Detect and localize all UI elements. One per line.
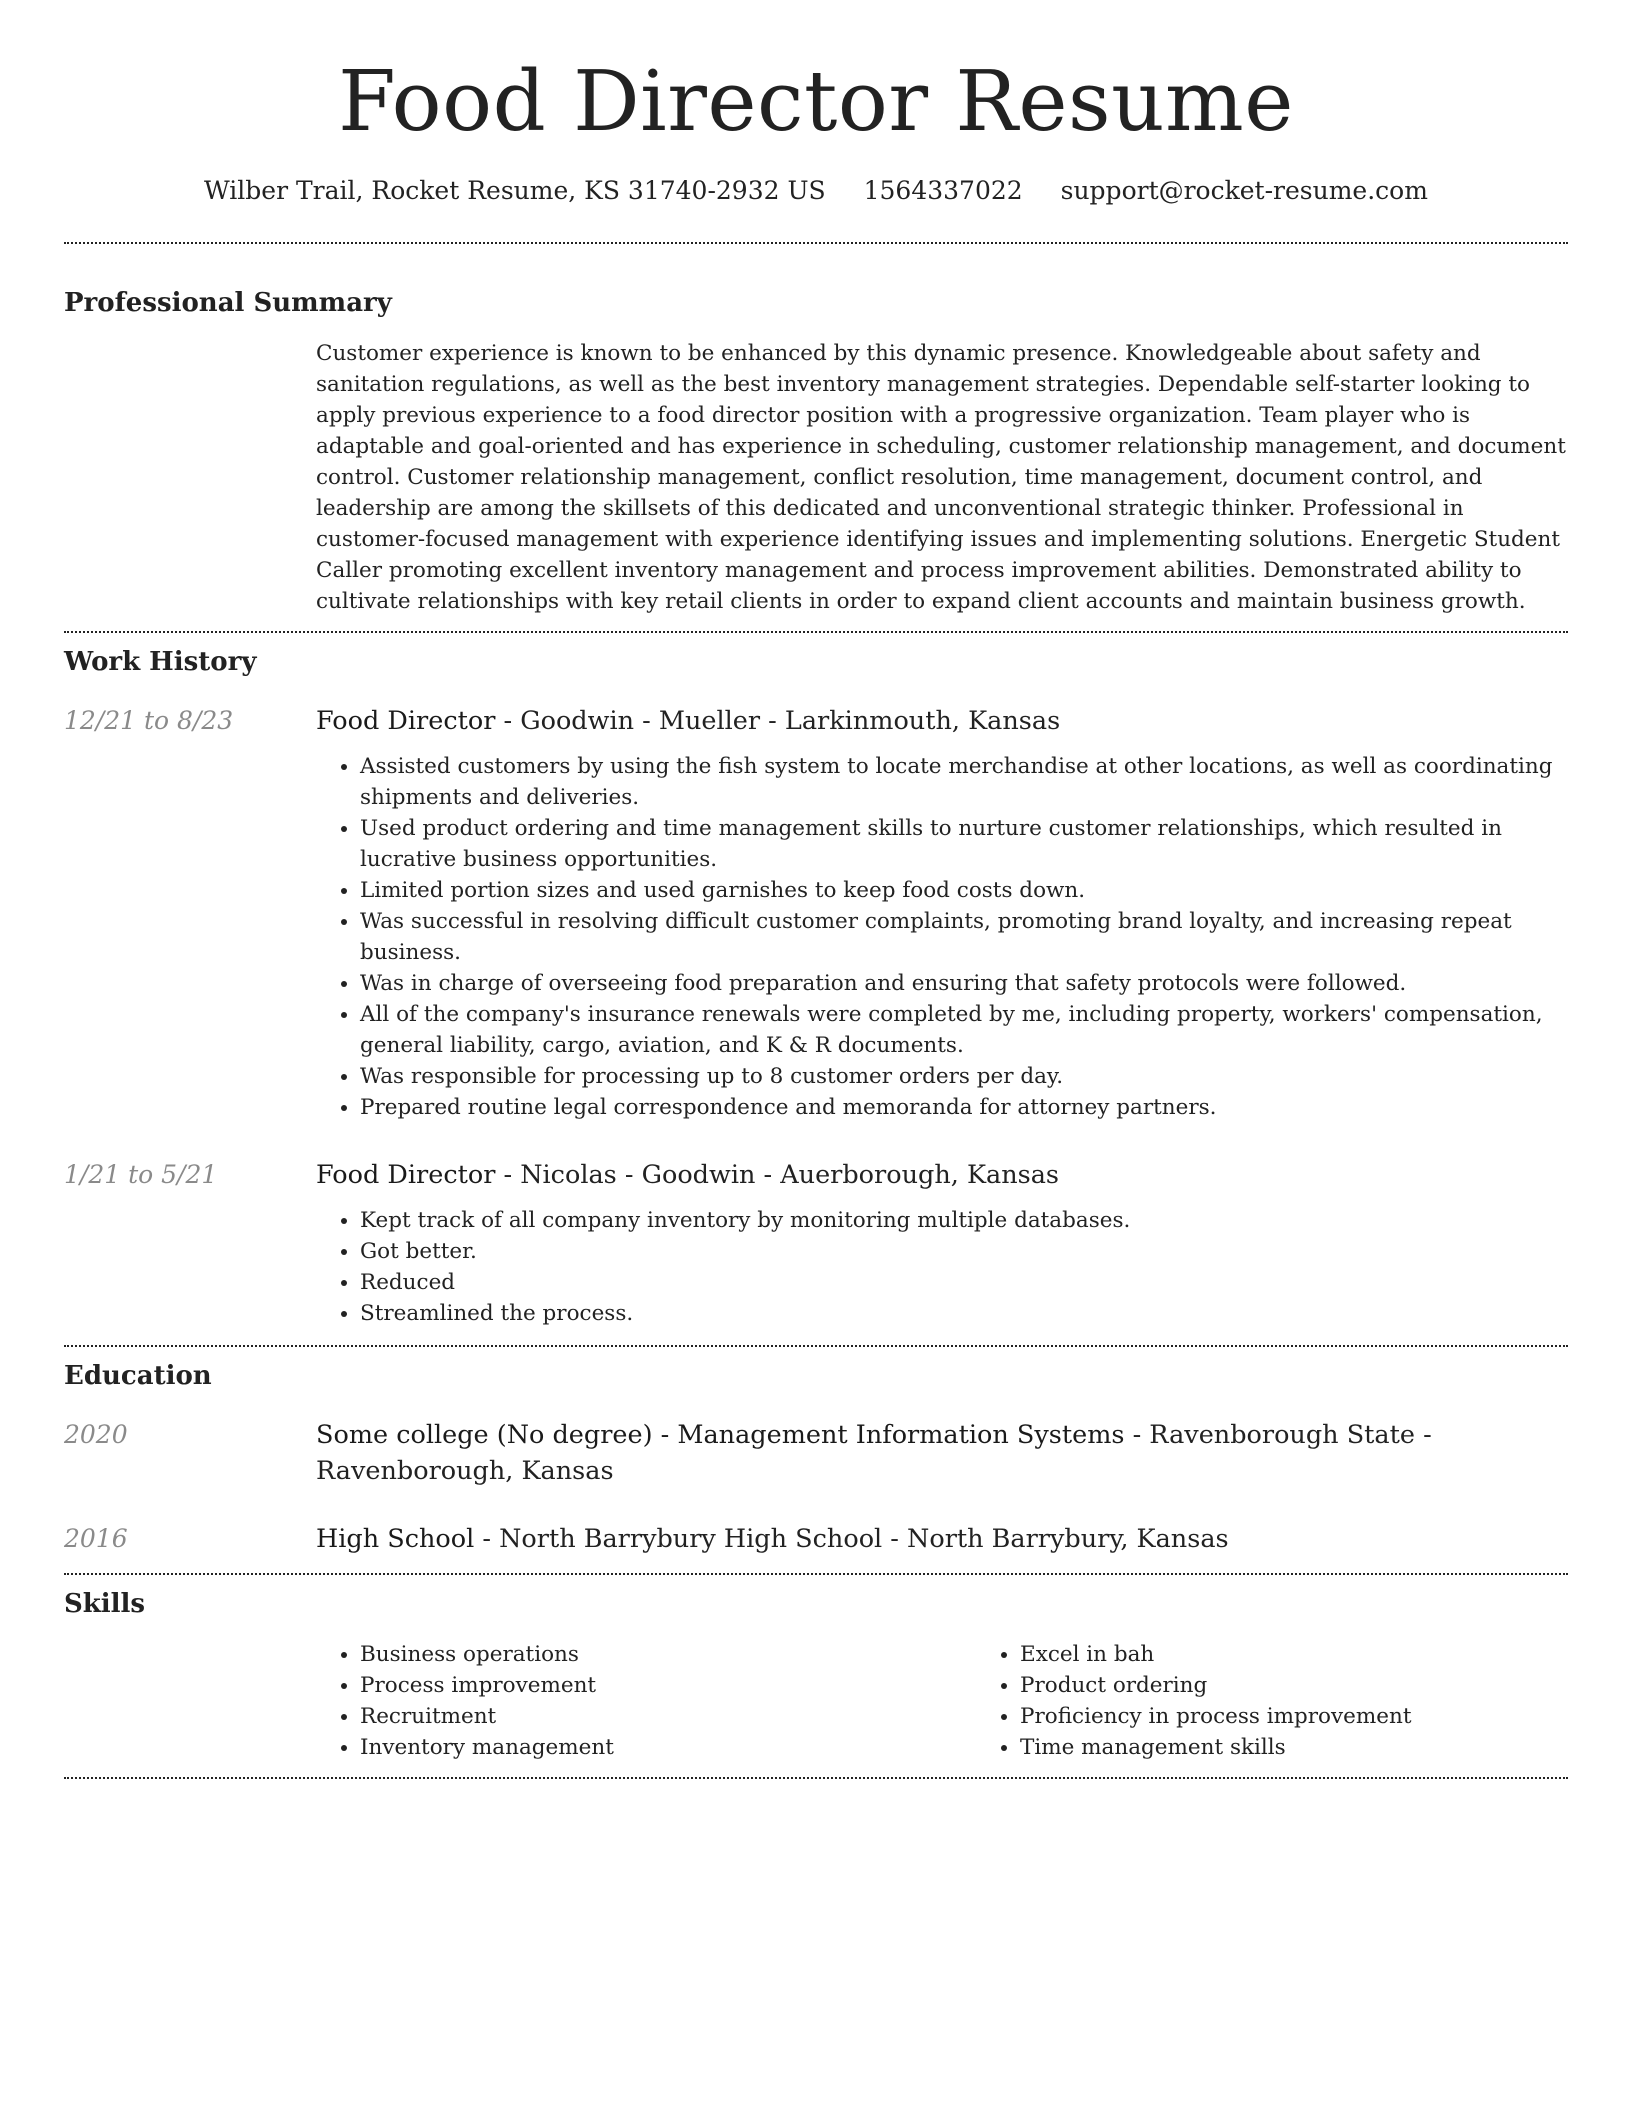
skill-item: • Excel in bah	[1020, 1639, 1632, 1670]
education-entry	[64, 1393, 1568, 1489]
skills-heading: Skills	[64, 1589, 146, 1619]
job-body	[316, 1157, 1568, 1345]
job-dates: 12/21 to 8/23	[64, 706, 234, 735]
education-year: 2016	[64, 1524, 128, 1553]
skills-list-left	[316, 1639, 976, 1763]
contact-line	[64, 174, 1568, 208]
education-heading: Education	[64, 1361, 212, 1391]
job-entry	[64, 1123, 1568, 1345]
job-bullet: • Kept track of all company inventory by monitoring multiple databases.	[360, 1205, 1568, 1236]
summary-heading: Professional Summary	[64, 288, 392, 318]
education-section	[64, 1347, 1568, 1573]
job-bullet: • Assisted customers by using the fish system to locate merchandise at other locations, as well as coordinating shipments and deliveries.	[360, 751, 1568, 813]
job-role: Food Director	[316, 1160, 496, 1190]
education-entry	[64, 1489, 1568, 1573]
job-employer: Goodwin - Mueller	[520, 706, 761, 736]
job-body	[316, 703, 1568, 1123]
job-entry	[64, 679, 1568, 1123]
education-degree: High School	[316, 1524, 475, 1554]
education-school: - North Barrybury High School - North Barrybury, Kansas	[482, 1524, 1229, 1554]
education-school: - Ravenborough State - Ravenborough, Kansas	[316, 1420, 1432, 1486]
job-bullet: • Was responsible for processing up to 8 customer orders per day.	[360, 1061, 1568, 1092]
education-year: 2020	[64, 1420, 128, 1449]
job-bullet: • Was successful in resolving difficult customer complaints, promoting brand loyalty, and increasing repeat business.	[360, 906, 1568, 968]
summary-section	[64, 244, 1568, 631]
skill-item: • Business operations	[360, 1639, 976, 1670]
contact-address: Wilber Trail, Rocket Resume, KS 31740-2932 US	[204, 176, 826, 205]
job-bullet: • Prepared routine legal correspondence and memoranda for attorney partners.	[360, 1092, 1568, 1123]
education-heading-line	[316, 1417, 1568, 1489]
job-heading: Food Director - Goodwin - Mueller - Larkinmouth, Kansas	[316, 706, 1061, 736]
skill-item: • Proficiency in process improvement	[1020, 1701, 1632, 1732]
job-dates: 1/21 to 5/21	[64, 1160, 218, 1189]
job-bullet: • Got better.	[360, 1236, 1568, 1267]
job-location: Auerborough, Kansas	[780, 1160, 1060, 1190]
contact-phone: 1564337022	[863, 176, 1023, 205]
skill-item: • Process improvement	[360, 1670, 976, 1701]
skills-list-right	[976, 1639, 1632, 1763]
job-bullet: • All of the company's insurance renewals were completed by me, including property, workers' compensation, general liability, cargo, aviation, and K & R documents.	[360, 999, 1568, 1061]
job-bullet: • Was in charge of overseeing food preparation and ensuring that safety protocols were followed.	[360, 968, 1568, 999]
education-body	[316, 1417, 1568, 1489]
contact-email[interactable]: support@rocket-resume.com	[1060, 176, 1428, 205]
skill-item: • Time management skills	[1020, 1732, 1632, 1763]
skills-section	[64, 1575, 1568, 1777]
job-location: Larkinmouth, Kansas	[784, 706, 1061, 736]
job-bullets	[316, 1193, 1568, 1345]
job-role: Food Director	[316, 706, 496, 736]
work-history-section	[64, 633, 1568, 1345]
job-heading: Food Director - Nicolas - Goodwin - Auerborough, Kansas	[316, 1160, 1060, 1190]
section-divider	[64, 1777, 1568, 1779]
job-bullets	[316, 739, 1568, 1123]
resume-title: Food Director Resume	[338, 53, 1294, 150]
job-bullet: • Limited portion sizes and used garnishes to keep food costs down.	[360, 875, 1568, 906]
job-employer: Nicolas - Goodwin	[520, 1160, 756, 1190]
job-bullet: • Reduced	[360, 1267, 1568, 1298]
job-bullet: • Used product ordering and time management skills to nurture customer relationships, which resulted in lucrative business opportunities.	[360, 813, 1568, 875]
job-bullet: • Streamlined the process.	[360, 1298, 1568, 1329]
skills-grid	[316, 1621, 1568, 1777]
education-body	[316, 1521, 1568, 1557]
work-history-heading: Work History	[64, 647, 257, 677]
education-heading-line	[316, 1521, 1568, 1557]
skill-item: • Recruitment	[360, 1701, 976, 1732]
summary-text: Customer experience is known to be enhanced by this dynamic presence. Knowledgeable about safety and sanitation regulations, as well as the best inventory management strategies. Dependable self-starter looking to apply previous experience to a food director position with a progressive organization. Team player who is adaptable and goal-oriented and has experience in scheduling, customer relationship management, and document control. Customer relationship management, conflict resolution, time management, document control, and leadership are among the skillsets of this dedicated and unconventional strategic thinker. Professional in customer-focused management with experience identifying issues and implementing solutions. Energetic Student Caller promoting excellent inventory management and process improvement abilities. Demonstrated ability to cultivate relationships with key retail clients in order to expand client accounts and maintain business growth.	[316, 341, 1566, 614]
education-degree: Some college (No degree) - Management Information Systems	[316, 1420, 1125, 1450]
skill-item: • Product ordering	[1020, 1670, 1632, 1701]
skill-item: • Inventory management	[360, 1732, 976, 1763]
